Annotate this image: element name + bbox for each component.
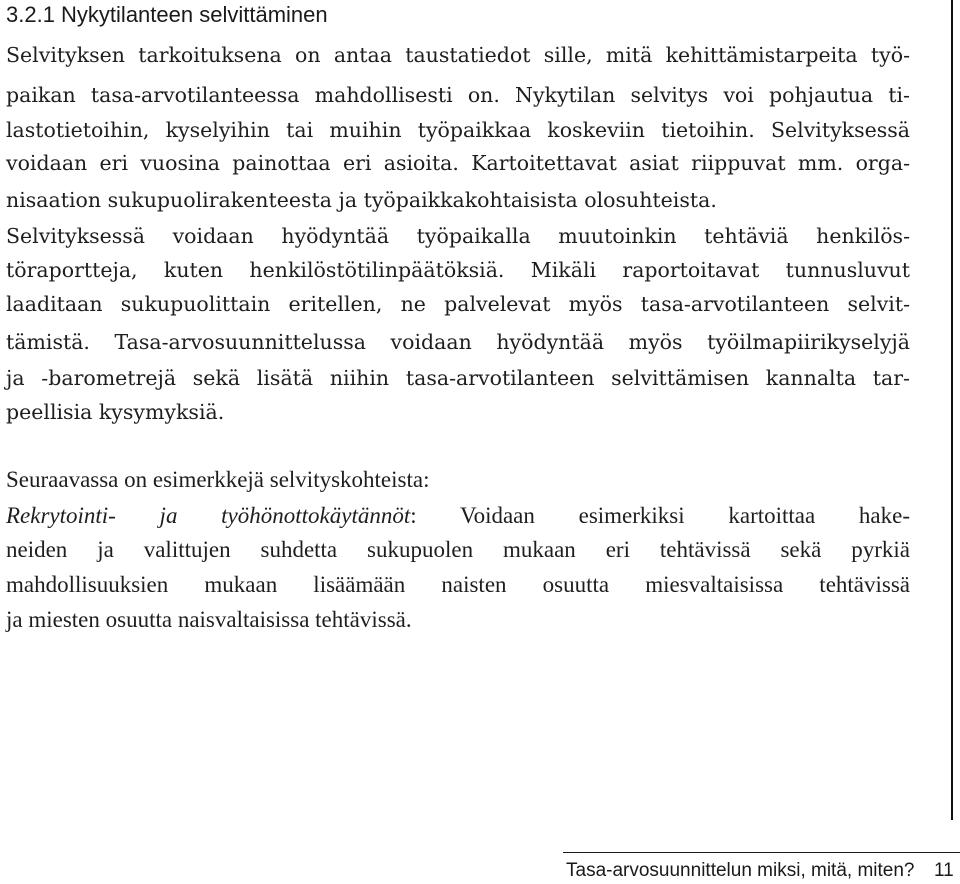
body-line: Selvityksessä voidaan hyödyntää työpaikalla muutoinkin tehtäviä henkilös- [6,224,910,248]
body-line: voidaan eri vuosina painottaa eri asioita. Kartoitettavat asiat riippuvat mm. orga- [6,151,910,175]
page-number: 11 [934,860,954,881]
examples-intro: Seuraavassa on esimerkkejä selvityskohteista: [6,467,430,492]
body-line: peellisia kysymyksiä. [6,400,225,424]
margin-rule [951,0,953,820]
example-item-line: ja miesten osuutta naisvaltaisissa tehtävissä. [6,607,412,632]
body-line: laaditaan sukupuolittain eritellen, ne palvelevat myös tasa-arvotilanteen selvit- [6,292,910,316]
body-line: Selvityksen tarkoituksena on antaa taustatiedot sille, mitä kehittämistarpeita työ- [6,43,910,67]
example-item-line: mahdollisuuksien mukaan lisäämään naisten osuutta miesvaltaisissa tehtävissä [6,572,910,597]
example-term: Rekrytointi- ja työhönottokäytännöt [6,503,411,528]
body-line: lastotietoihin, kyselyihin tai muihin työpaikkaa koskeviin tietoihin. Selvityksessä [6,118,910,142]
body-line: tämistä. Tasa-arvosuunnittelussa voidaan hyödyntää myös työilmapiirikyselyjä [6,330,910,354]
example-item-line: neiden ja valittujen suhdetta sukupuolen mukaan eri tehtävissä sekä pyrkiä [6,537,910,562]
footer-rule [563,852,960,853]
body-line: ja -barometrejä sekä lisätä niihin tasa-arvotilanteen selvittämisen kannalta tar- [6,366,910,390]
section-heading: 3.2.1 Nykytilanteen selvittäminen [6,2,328,27]
footer-title: Tasa-arvosuunnittelun miksi, mitä, miten? [566,860,915,881]
example-description: : Voidaan esimerkiksi kartoittaa hake- [410,503,911,528]
body-line: töraportteja, kuten henkilöstötilinpäätöksiä. Mikäli raportoitavat tunnusluvut [6,258,910,282]
body-line: paikan tasa-arvotilanteessa mahdollisesti on. Nykytilan selvitys voi pohjautua ti- [6,83,910,107]
example-item-line [6,501,910,531]
body-line: nisaation sukupuolirakenteesta ja työpaikkakohtaisista olosuhteista. [6,188,717,212]
